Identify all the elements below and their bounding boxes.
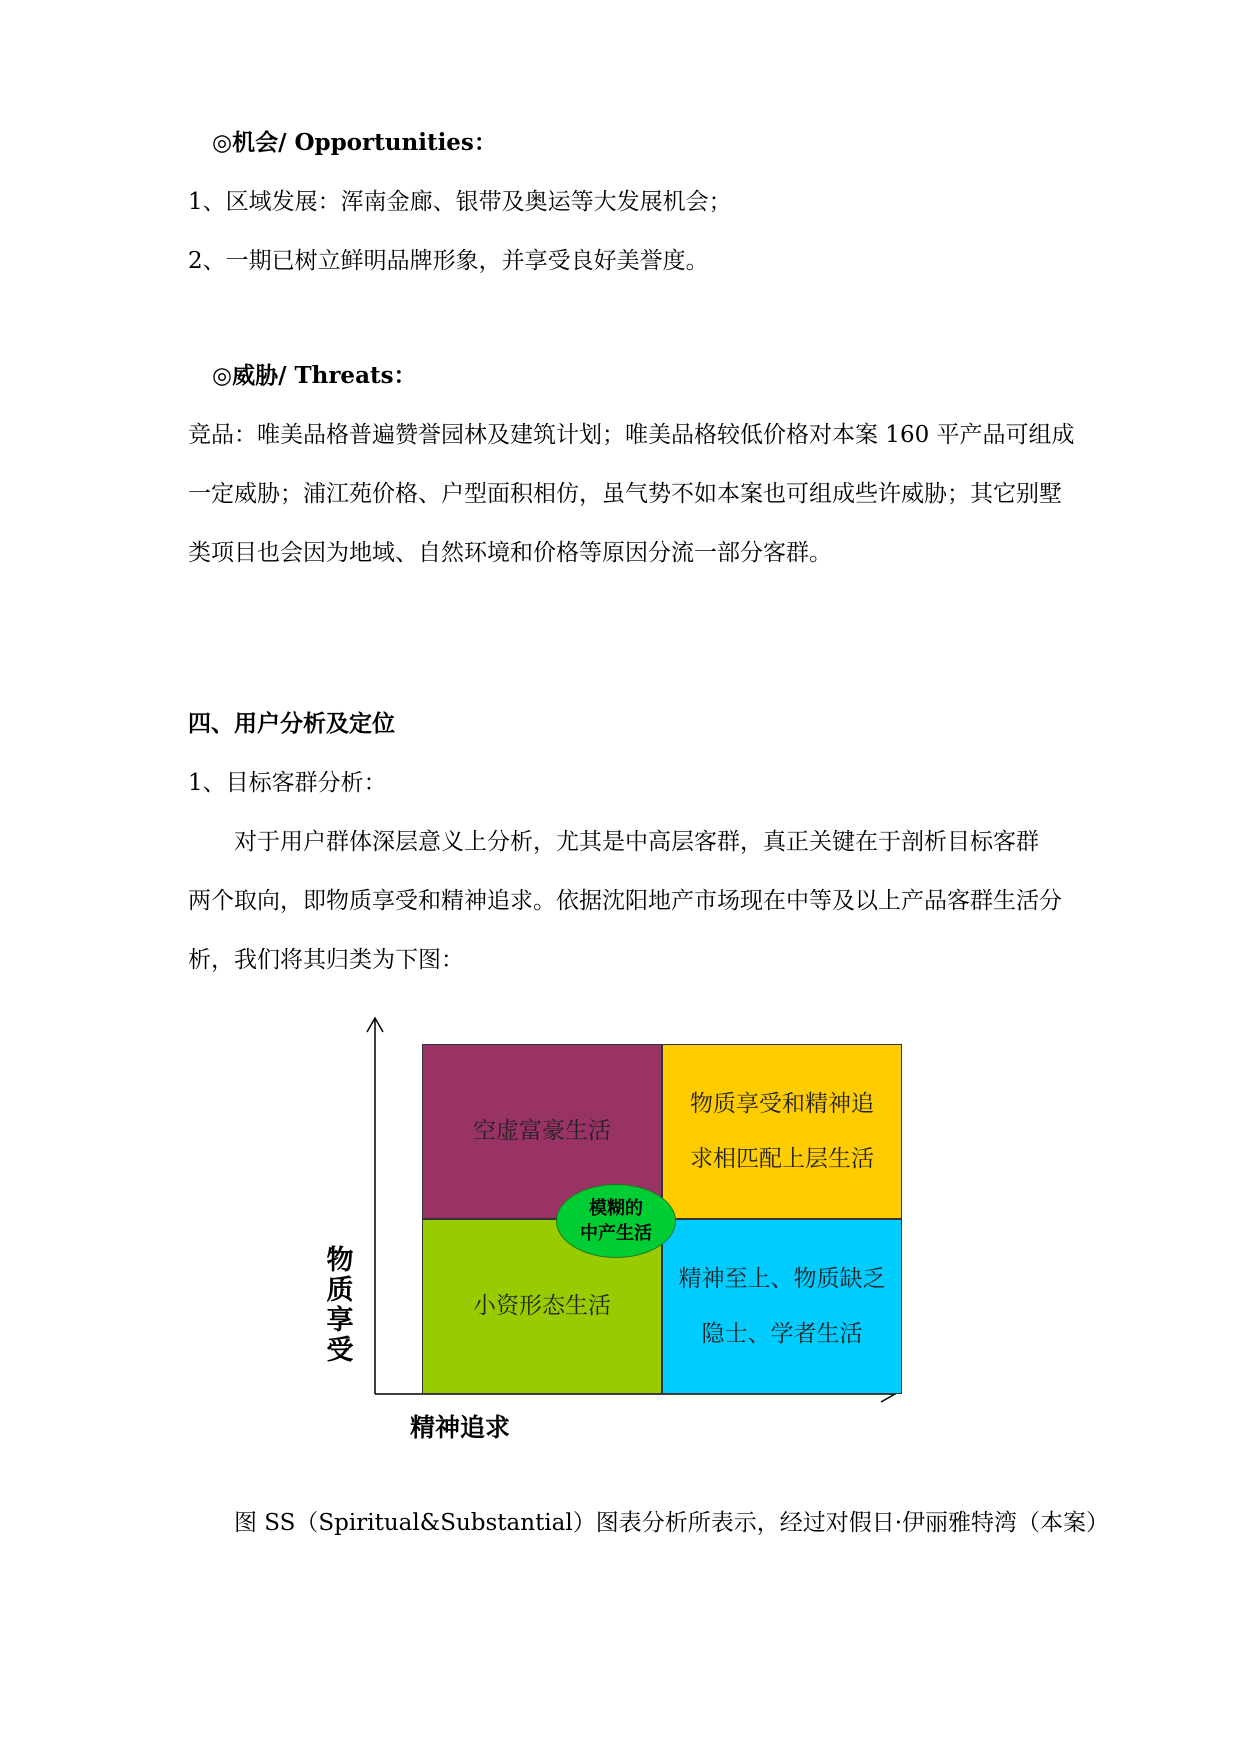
center-ellipse-line-2: 中产生活: [580, 1223, 652, 1244]
section-4-para-line-1: 对于用户群体深层意义上分析，尤其是中高层客群，真正关键在于剖析目标客群: [188, 829, 1039, 855]
quadrant-top-right-line-1: 物质享受和精神追: [690, 1090, 874, 1117]
center-ellipse-line-1: 模糊的: [589, 1198, 643, 1219]
threats-heading: ◎威胁/ Threats：: [212, 362, 417, 389]
quadrant-bottom-right-line-2: 隐士、学者生活: [701, 1320, 863, 1347]
center-ellipse: [556, 1184, 676, 1258]
quadrant-bottom-left-label: 小资形态生活: [473, 1293, 611, 1319]
y-axis-label: [322, 1246, 358, 1366]
opportunities-heading: ◎机会/ Opportunities：: [212, 129, 497, 156]
section-4-heading: 四、用户分析及定位: [188, 710, 395, 737]
quadrant-bottom-right: [662, 1219, 902, 1394]
y-axis-char: 物: [326, 1245, 354, 1276]
quadrant-bottom-right-line-1: 精神至上、物质缺乏: [678, 1265, 886, 1292]
x-axis-label: 精神追求: [410, 1413, 511, 1442]
quadrant-top-left-label: 空虚富豪生活: [473, 1118, 611, 1144]
opportunity-item-1: 1、区域发展：浑南金廊、银带及奥运等大发展机会；: [188, 189, 732, 215]
y-axis-char: 质: [326, 1275, 354, 1306]
section-4-subheading: 1、目标客群分析：: [188, 770, 387, 796]
ss-quadrant-figure: [310, 1010, 910, 1450]
section-4-para-line-3: 析，我们将其归类为下图：: [188, 947, 464, 973]
quadrant-top-right-line-2: 求相匹配上层生活: [690, 1145, 874, 1172]
y-axis-char: 受: [326, 1335, 354, 1366]
section-4-para-line-2: 两个取向，即物质享受和精神追求。依据沈阳地产市场现在中等及以上产品客群生活分: [188, 888, 1062, 914]
quadrant-top-right: [662, 1044, 902, 1219]
threats-line-1: 竞品：唯美品格普遍赞誉园林及建筑计划；唯美品格较低价格对本案 160 平产品可组成: [188, 422, 1075, 448]
figure-caption-line: 图 SS（Spiritual&Substantial）图表分析所表示，经过对假日·伊丽雅特湾（本案）: [188, 1510, 1110, 1536]
threats-line-3: 类项目也会因为地域、自然环境和价格等原因分流一部分客群。: [188, 540, 832, 566]
y-axis-char: 享: [326, 1305, 354, 1336]
threats-line-2: 一定威胁；浦江苑价格、户型面积相仿，虽气势不如本案也可组成些许威胁；其它别墅: [188, 481, 1062, 507]
opportunity-item-2: 2、一期已树立鲜明品牌形象，并享受良好美誉度。: [188, 248, 709, 274]
